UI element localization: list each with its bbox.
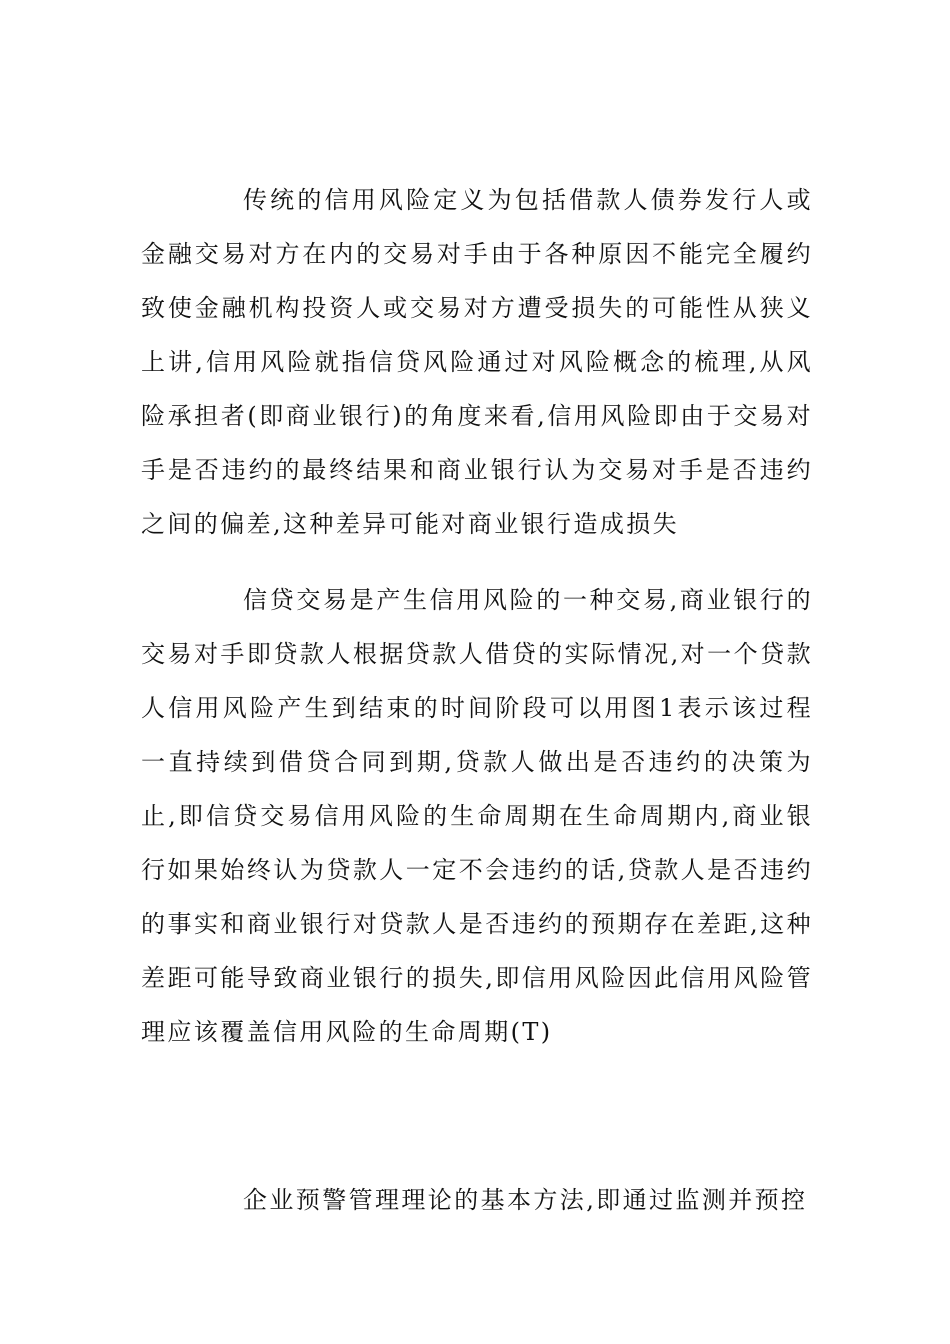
paragraph-credit-transaction: 信贷交易是产生信用风险的一种交易,商业银行的交易对手即贷款人根据贷款人借贷的实际情况,对一个贷款人信用风险产生到结束的时间阶段可以用图1表示该过程一直持续到借贷合同到期,贷款人做出是否违约的决策为止,即信贷交易信用风险的生命周期在生命周期内,商业银行如果始终认为贷款人一定不会违约的话,贷款人是否违约的事实和商业银行对贷款人是否违约的预期存在差距,这种差距可能导致商业银行的损失,即信用风险因此信用风险管理应该覆盖信用风险的生命周期(T): [141, 586, 813, 1046]
paragraph-early-warning: 企业预警管理理论的基本方法,即通过监测并预控: [243, 1186, 808, 1214]
paragraph-credit-risk-definition: 传统的信用风险定义为包括借款人债券发行人或金融交易对方在内的交易对手由于各种原因不能完全履约致使金融机构投资人或交易对方遭受损失的可能性从狭义上讲,信用风险就指信贷风险通过对风险概念的梳理,从风险承担者(即商业银行)的角度来看,信用风险即由于交易对手是否违约的最终结果和商业银行认为交易对手是否违约之间的偏差,这种差异可能对商业银行造成损失: [141, 186, 813, 538]
